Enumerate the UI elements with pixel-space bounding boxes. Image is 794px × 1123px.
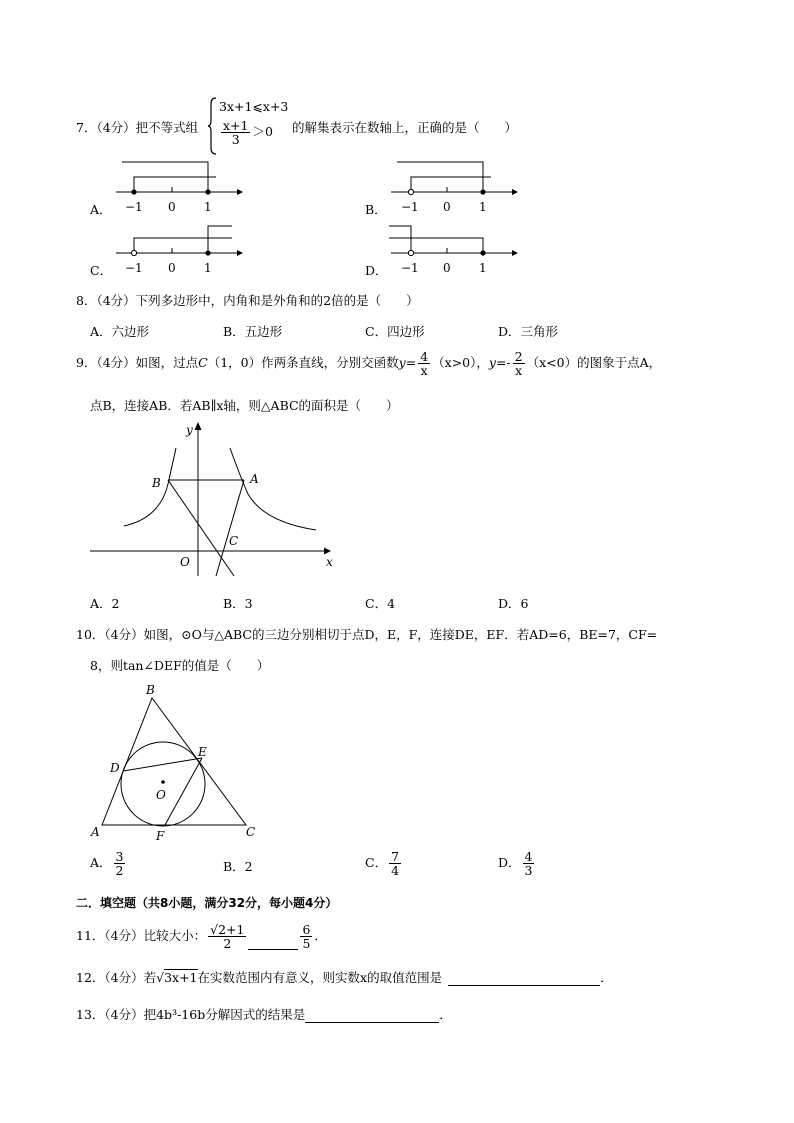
point-e-label: E bbox=[198, 745, 207, 759]
question-13 bbox=[76, 1005, 452, 1023]
q9-func2-lhs: y=- bbox=[488, 355, 511, 371]
q9-func2-den: x bbox=[515, 363, 523, 379]
q9-func2-num: 2 bbox=[514, 349, 523, 364]
q7-ineq2-rest: ＞0 bbox=[252, 124, 273, 140]
x-axis-label: x bbox=[326, 555, 333, 569]
q7-option-b-numberline bbox=[387, 155, 517, 215]
sqrt-sign: √ bbox=[156, 970, 165, 985]
center-dot bbox=[161, 780, 165, 784]
q12-prefix: 12．（4分）若 bbox=[76, 970, 157, 985]
option-label: A． bbox=[90, 855, 112, 871]
q10-option-b: B．2 bbox=[223, 859, 253, 874]
q9-func1-num: 4 bbox=[420, 349, 429, 364]
option-d-num: 4 bbox=[524, 849, 533, 864]
q10-figure bbox=[86, 678, 266, 846]
q11-lhs-num: √2+1 bbox=[210, 922, 245, 937]
q11-answer-blank[interactable] bbox=[248, 949, 298, 950]
tick-label: −1 bbox=[125, 200, 143, 214]
tick-label: 1 bbox=[479, 261, 487, 275]
q7-stem-suffix: 的解集表示在数轴上，正确的是（ ） bbox=[292, 120, 518, 135]
option-a-den: 2 bbox=[115, 863, 124, 879]
q8-stem: 8．（4分）下列多边形中，内角和是外角和的2倍的是（ ） bbox=[76, 293, 419, 308]
curve-pos-branch bbox=[230, 448, 316, 530]
q9-option-c: C．4 bbox=[365, 596, 396, 611]
q11-rhs-num: 6 bbox=[302, 922, 311, 937]
q7-ineq2-denominator: 3 bbox=[231, 132, 240, 148]
q7-option-a-numberline bbox=[112, 155, 242, 215]
q8-option-c: C．四边形 bbox=[365, 324, 425, 339]
line-bc bbox=[168, 480, 234, 576]
vertex-a-label: A bbox=[91, 825, 100, 839]
q9-func1-domain: （x>0）， bbox=[432, 355, 489, 371]
vertex-c-label: C bbox=[246, 825, 256, 839]
question-11 bbox=[76, 923, 327, 950]
tick-label: −1 bbox=[401, 261, 419, 275]
q7-stem-prefix: 7．（4分）把不等式组 bbox=[76, 120, 199, 135]
y-axis-arrow bbox=[195, 422, 202, 430]
tick-label: 0 bbox=[443, 261, 451, 275]
q10-line-2: 8，则tan∠DEF的值是（ ） bbox=[90, 658, 270, 673]
q8-option-b: B．五边形 bbox=[223, 324, 283, 339]
tick-label: 1 bbox=[479, 200, 487, 214]
point-d-label: D bbox=[110, 761, 120, 775]
tick-label: −1 bbox=[401, 200, 419, 214]
q11-end: ． bbox=[314, 928, 327, 944]
q9-line-2: 点B，连接AB．若AB∥x轴，则△ABC的面积是（ ） bbox=[90, 398, 399, 413]
q8-option-a: A．六边形 bbox=[90, 324, 150, 339]
point-f-label: F bbox=[156, 829, 165, 843]
point-c-label: C bbox=[229, 534, 239, 548]
question-12 bbox=[76, 968, 613, 986]
center-o-label: O bbox=[156, 788, 166, 802]
q7-inequality-1: 3x+1⩽x+3 bbox=[219, 99, 289, 114]
line-ac bbox=[216, 480, 244, 576]
q9-option-b: B．3 bbox=[223, 596, 253, 611]
tick-label: 1 bbox=[204, 200, 212, 214]
q12-end: ． bbox=[600, 970, 613, 985]
tick-label: 0 bbox=[443, 200, 451, 214]
point-b-label: B bbox=[152, 476, 161, 490]
q7-brace bbox=[208, 96, 218, 156]
segment-ef bbox=[165, 758, 202, 825]
q9-option-d: D．6 bbox=[498, 596, 529, 611]
q7-option-c-label: C． bbox=[90, 263, 113, 278]
q10-option-d bbox=[498, 850, 536, 877]
origin-label: O bbox=[180, 555, 190, 569]
tick-label: 1 bbox=[204, 261, 212, 275]
q9-line-1 bbox=[76, 350, 661, 377]
q7-option-d-numberline bbox=[387, 216, 517, 276]
q9-func1-lhs: y= bbox=[398, 355, 417, 371]
q11-rhs-den: 5 bbox=[302, 936, 311, 952]
q7-option-a-label: A． bbox=[90, 202, 112, 217]
q7-option-d-label: D． bbox=[365, 263, 388, 278]
q11-lhs-den: 2 bbox=[223, 936, 232, 952]
q9-option-a: A．2 bbox=[90, 596, 120, 611]
q12-suffix: 在实数范围内有意义，则实数x的取值范围是 bbox=[197, 970, 443, 985]
tick-label: 0 bbox=[168, 200, 176, 214]
q7-option-c-numberline bbox=[112, 216, 242, 276]
q7-inequality-2 bbox=[219, 119, 273, 146]
q11-prefix: 11．（4分）比较大小： bbox=[76, 928, 207, 944]
q13-end: ． bbox=[439, 1007, 452, 1022]
y-axis-label: y bbox=[186, 423, 193, 437]
q8-option-d: D．三角形 bbox=[498, 324, 559, 339]
x-axis-arrow bbox=[324, 548, 331, 555]
q7-ineq2-numerator: x+1 bbox=[223, 118, 249, 133]
option-d-den: 3 bbox=[524, 863, 533, 879]
triangle-abc bbox=[102, 698, 246, 825]
q9-point-c: C bbox=[198, 355, 208, 371]
section-2-heading: 二．填空题（共8小题，满分32分，每小题4分） bbox=[76, 896, 338, 910]
q10-option-a bbox=[90, 850, 127, 877]
q12-answer-blank[interactable] bbox=[448, 971, 600, 986]
q9-text: 9．（4分）如图，过点 bbox=[76, 355, 199, 371]
q10-option-c bbox=[365, 850, 403, 877]
point-a-label: A bbox=[250, 472, 259, 486]
q13-answer-blank[interactable] bbox=[305, 1008, 439, 1023]
q9-text: （1，0）作两条直线，分别交函数 bbox=[207, 355, 399, 371]
q7-option-b-label: B． bbox=[365, 202, 387, 217]
q12-radicand: 3x+1 bbox=[164, 970, 198, 985]
q9-graph bbox=[88, 418, 348, 578]
option-c-den: 4 bbox=[391, 863, 400, 879]
option-label: D． bbox=[498, 855, 521, 871]
option-a-num: 3 bbox=[115, 849, 124, 864]
q10-line-1: 10．（4分）如图，⊙O与△ABC的三边分别相切于点D，E，F，连接DE，EF．若AD=6，BE=7，CF= bbox=[76, 627, 658, 642]
curve-neg-branch bbox=[124, 448, 176, 526]
q9-func1-den: x bbox=[420, 363, 428, 379]
tick-label: 0 bbox=[168, 261, 176, 275]
option-c-num: 7 bbox=[391, 849, 400, 864]
option-label: C． bbox=[365, 855, 388, 871]
vertex-b-label: B bbox=[146, 683, 155, 697]
segment-de bbox=[123, 758, 202, 771]
incircle bbox=[121, 742, 205, 826]
tick-label: −1 bbox=[125, 261, 143, 275]
q9-func2-domain: （x<0）的图象于点A， bbox=[526, 355, 662, 371]
q13-prefix: 13．（4分）把4b³-16b分解因式的结果是 bbox=[76, 1007, 306, 1022]
